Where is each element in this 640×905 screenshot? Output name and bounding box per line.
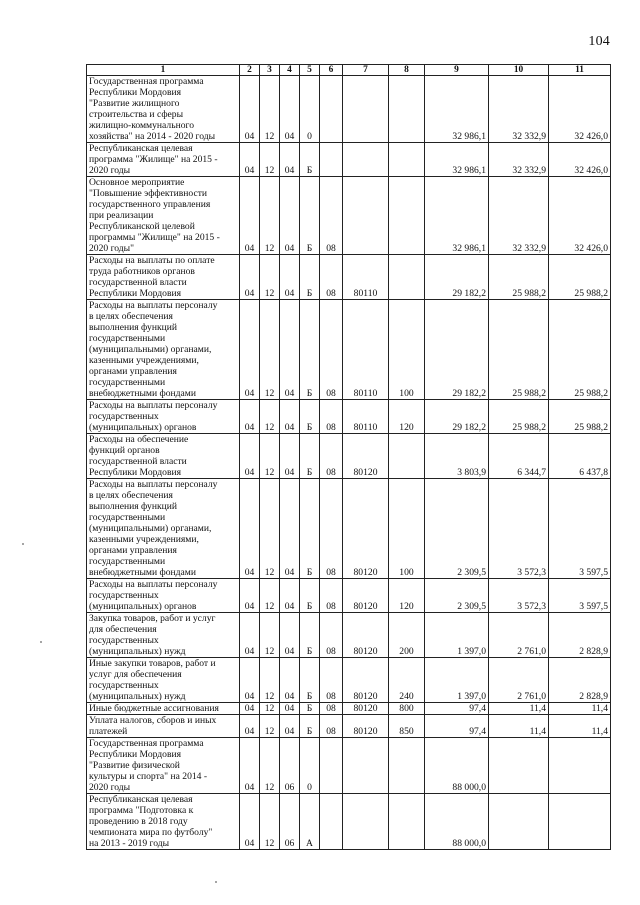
code-cell-c5: 0 bbox=[300, 738, 320, 794]
code-cell-c7: 80120 bbox=[343, 703, 389, 715]
description-line: Расходы на выплаты по оплате bbox=[89, 255, 215, 266]
code-cell-c6: 08 bbox=[320, 434, 343, 479]
code-cell-c6: 08 bbox=[320, 579, 343, 613]
description-line: Уплата налогов, сборов и иных bbox=[89, 715, 217, 726]
code-cell-c5: Б bbox=[300, 143, 320, 177]
description-line: Расходы на выплаты персоналу bbox=[89, 300, 218, 311]
description-line: (муниципальных) нужд bbox=[89, 646, 186, 657]
scan-speck bbox=[215, 881, 217, 883]
row-description bbox=[87, 794, 240, 850]
column-header: 9 bbox=[425, 65, 489, 76]
description-line: государственной власти bbox=[89, 277, 187, 288]
code-cell-c4: 04 bbox=[280, 177, 300, 255]
code-cell-c8 bbox=[389, 76, 425, 143]
amount-cell-c10: 2 761,0 bbox=[489, 613, 549, 658]
amount-cell-c11: 25 988,2 bbox=[549, 255, 611, 300]
description-line: строительства и сферы bbox=[89, 109, 184, 120]
code-cell-c3: 12 bbox=[260, 613, 280, 658]
code-cell-c3: 12 bbox=[260, 434, 280, 479]
code-cell-c4: 04 bbox=[280, 400, 300, 434]
code-cell-c3: 12 bbox=[260, 715, 280, 738]
description-line: (муниципальных) органов bbox=[89, 601, 197, 612]
code-cell-c4: 04 bbox=[280, 579, 300, 613]
description-line: программы "Жилище" на 2015 - bbox=[89, 232, 220, 243]
description-line: государственных bbox=[89, 635, 159, 646]
description-line: государственными bbox=[89, 512, 166, 523]
code-cell-c6: 08 bbox=[320, 177, 343, 255]
code-cell-c3: 12 bbox=[260, 579, 280, 613]
code-cell-c7: 80120 bbox=[343, 479, 389, 579]
description-line: внебюджетными фондами bbox=[89, 567, 196, 578]
code-cell-c3: 12 bbox=[260, 738, 280, 794]
code-cell-c7 bbox=[343, 738, 389, 794]
table-row bbox=[87, 143, 611, 177]
code-cell-c8: 800 bbox=[389, 703, 425, 715]
code-cell-c8: 240 bbox=[389, 658, 425, 703]
code-cell-c6: 08 bbox=[320, 479, 343, 579]
description-line: 2020 годы" bbox=[89, 243, 135, 254]
table-row bbox=[87, 177, 611, 255]
description-line: в целях обеспечения bbox=[89, 490, 173, 501]
row-description bbox=[87, 434, 240, 479]
column-header: 10 bbox=[489, 65, 549, 76]
amount-cell-c11: 32 426,0 bbox=[549, 143, 611, 177]
row-description bbox=[87, 715, 240, 738]
code-cell-c4: 06 bbox=[280, 794, 300, 850]
description-line: Расходы на обеспечение bbox=[89, 434, 189, 445]
code-cell-c4: 04 bbox=[280, 255, 300, 300]
row-description bbox=[87, 400, 240, 434]
code-cell-c4: 04 bbox=[280, 76, 300, 143]
table-row bbox=[87, 703, 611, 715]
row-description bbox=[87, 479, 240, 579]
code-cell-c4: 04 bbox=[280, 143, 300, 177]
table-row bbox=[87, 715, 611, 738]
description-line: государственными bbox=[89, 377, 166, 388]
code-cell-c7: 80120 bbox=[343, 434, 389, 479]
amount-cell-c11: 32 426,0 bbox=[549, 76, 611, 143]
amount-cell-c10: 25 988,2 bbox=[489, 255, 549, 300]
description-line: Иные закупки товаров, работ и bbox=[89, 658, 216, 669]
amount-cell-c11: 11,4 bbox=[549, 703, 611, 715]
row-description bbox=[87, 658, 240, 703]
code-cell-c7 bbox=[343, 794, 389, 850]
description-line: Закупка товаров, работ и услуг bbox=[89, 613, 216, 624]
code-cell-c2: 04 bbox=[240, 300, 260, 400]
column-header: 5 bbox=[300, 65, 320, 76]
amount-cell-c10: 3 572,3 bbox=[489, 579, 549, 613]
code-cell-c6 bbox=[320, 76, 343, 143]
description-line: Республики Мордовия bbox=[89, 87, 182, 98]
code-cell-c3: 12 bbox=[260, 794, 280, 850]
amount-cell-c9: 29 182,2 bbox=[425, 300, 489, 400]
code-cell-c8: 120 bbox=[389, 400, 425, 434]
column-header: 8 bbox=[389, 65, 425, 76]
amount-cell-c9: 29 182,2 bbox=[425, 255, 489, 300]
description-line: Республики Мордовия bbox=[89, 749, 182, 760]
amount-cell-c10: 32 332,9 bbox=[489, 143, 549, 177]
code-cell-c2: 04 bbox=[240, 715, 260, 738]
table-row bbox=[87, 434, 611, 479]
code-cell-c8: 100 bbox=[389, 479, 425, 579]
code-cell-c5: Б bbox=[300, 300, 320, 400]
column-header: 11 bbox=[549, 65, 611, 76]
row-description bbox=[87, 255, 240, 300]
description-line: выполнения функций bbox=[89, 322, 178, 333]
header-row bbox=[87, 65, 611, 76]
amount-cell-c9: 1 397,0 bbox=[425, 658, 489, 703]
code-cell-c3: 12 bbox=[260, 703, 280, 715]
code-cell-c3: 12 bbox=[260, 658, 280, 703]
code-cell-c8: 100 bbox=[389, 300, 425, 400]
description-line: программа "Жилище" на 2015 - bbox=[89, 154, 218, 165]
amount-cell-c9: 32 986,1 bbox=[425, 76, 489, 143]
code-cell-c6 bbox=[320, 794, 343, 850]
description-line: Расходы на выплаты персоналу bbox=[89, 400, 218, 411]
code-cell-c5: А bbox=[300, 794, 320, 850]
description-line: Государственная программа bbox=[89, 738, 204, 749]
table-row bbox=[87, 613, 611, 658]
amount-cell-c9: 2 309,5 bbox=[425, 479, 489, 579]
column-header: 4 bbox=[280, 65, 300, 76]
description-line: для обеспечения bbox=[89, 624, 157, 635]
code-cell-c7: 80110 bbox=[343, 300, 389, 400]
code-cell-c2: 04 bbox=[240, 579, 260, 613]
amount-cell-c9: 97,4 bbox=[425, 703, 489, 715]
row-description bbox=[87, 76, 240, 143]
code-cell-c3: 12 bbox=[260, 143, 280, 177]
code-cell-c8: 120 bbox=[389, 579, 425, 613]
amount-cell-c9: 97,4 bbox=[425, 715, 489, 738]
amount-cell-c9: 32 986,1 bbox=[425, 143, 489, 177]
description-line: (муниципальных) органов bbox=[89, 422, 197, 433]
code-cell-c5: Б bbox=[300, 658, 320, 703]
amount-cell-c9: 29 182,2 bbox=[425, 400, 489, 434]
row-description bbox=[87, 738, 240, 794]
table-row bbox=[87, 300, 611, 400]
description-line: казенными учреждениями, bbox=[89, 355, 199, 366]
amount-cell-c9: 32 986,1 bbox=[425, 177, 489, 255]
code-cell-c7 bbox=[343, 143, 389, 177]
code-cell-c7: 80120 bbox=[343, 658, 389, 703]
row-description bbox=[87, 703, 240, 715]
code-cell-c6: 08 bbox=[320, 300, 343, 400]
amount-cell-c10: 25 988,2 bbox=[489, 300, 549, 400]
code-cell-c8: 200 bbox=[389, 613, 425, 658]
table-row bbox=[87, 579, 611, 613]
code-cell-c3: 12 bbox=[260, 400, 280, 434]
description-line: функций органов bbox=[89, 445, 160, 456]
amount-cell-c10: 32 332,9 bbox=[489, 76, 549, 143]
amount-cell-c10: 2 761,0 bbox=[489, 658, 549, 703]
code-cell-c3: 12 bbox=[260, 300, 280, 400]
code-cell-c5: Б bbox=[300, 479, 320, 579]
description-line: Республиканская целевая bbox=[89, 143, 193, 154]
description-line: "Повышение эффективности bbox=[89, 188, 208, 199]
amount-cell-c11: 25 988,2 bbox=[549, 400, 611, 434]
scan-speck bbox=[22, 543, 24, 545]
amount-cell-c11: 32 426,0 bbox=[549, 177, 611, 255]
code-cell-c6: 08 bbox=[320, 400, 343, 434]
row-description bbox=[87, 613, 240, 658]
table-row bbox=[87, 255, 611, 300]
code-cell-c6: 08 bbox=[320, 613, 343, 658]
code-cell-c3: 12 bbox=[260, 177, 280, 255]
code-cell-c2: 04 bbox=[240, 434, 260, 479]
code-cell-c2: 04 bbox=[240, 400, 260, 434]
code-cell-c6 bbox=[320, 738, 343, 794]
description-line: Расходы на выплаты персоналу bbox=[89, 579, 218, 590]
description-line: Расходы на выплаты персоналу bbox=[89, 479, 218, 490]
code-cell-c3: 12 bbox=[260, 76, 280, 143]
table-row bbox=[87, 738, 611, 794]
amount-cell-c11: 2 828,9 bbox=[549, 658, 611, 703]
table-row bbox=[87, 76, 611, 143]
code-cell-c6: 08 bbox=[320, 658, 343, 703]
code-cell-c2: 04 bbox=[240, 143, 260, 177]
table-row bbox=[87, 479, 611, 579]
description-line: Основное мероприятие bbox=[89, 177, 185, 188]
code-cell-c2: 04 bbox=[240, 703, 260, 715]
row-description bbox=[87, 579, 240, 613]
code-cell-c2: 04 bbox=[240, 177, 260, 255]
row-description bbox=[87, 143, 240, 177]
description-line: Республиканской целевой bbox=[89, 221, 195, 232]
description-line: проведению в 2018 году bbox=[89, 816, 188, 827]
description-line: на 2013 - 2019 годы bbox=[89, 838, 170, 849]
code-cell-c5: Б bbox=[300, 613, 320, 658]
code-cell-c2: 04 bbox=[240, 613, 260, 658]
column-header: 6 bbox=[320, 65, 343, 76]
code-cell-c4: 04 bbox=[280, 658, 300, 703]
description-line: труда работников органов bbox=[89, 266, 195, 277]
amount-cell-c9: 88 000,0 bbox=[425, 794, 489, 850]
code-cell-c2: 04 bbox=[240, 479, 260, 579]
description-line: Государственная программа bbox=[89, 76, 204, 87]
description-line: Республики Мордовия bbox=[89, 288, 182, 299]
code-cell-c8 bbox=[389, 177, 425, 255]
amount-cell-c9: 3 803,9 bbox=[425, 434, 489, 479]
description-line: платежей bbox=[89, 726, 128, 737]
description-line: "Развитие физической bbox=[89, 760, 180, 771]
amount-cell-c11: 11,4 bbox=[549, 715, 611, 738]
amount-cell-c10: 3 572,3 bbox=[489, 479, 549, 579]
description-line: выполнения функций bbox=[89, 501, 178, 512]
description-line: услуг для обеспечения bbox=[89, 669, 182, 680]
description-line: культуры и спорта" на 2014 - bbox=[89, 771, 208, 782]
table-body bbox=[87, 76, 611, 850]
description-line: органами управления bbox=[89, 545, 177, 556]
code-cell-c4: 04 bbox=[280, 434, 300, 479]
code-cell-c4: 04 bbox=[280, 703, 300, 715]
description-line: "Развитие жилищного bbox=[89, 98, 180, 109]
code-cell-c6: 08 bbox=[320, 715, 343, 738]
code-cell-c8 bbox=[389, 143, 425, 177]
code-cell-c5: 0 bbox=[300, 76, 320, 143]
description-line: казенными учреждениями, bbox=[89, 534, 199, 545]
table-row bbox=[87, 658, 611, 703]
scan-speck bbox=[40, 641, 42, 643]
code-cell-c7 bbox=[343, 76, 389, 143]
code-cell-c8 bbox=[389, 738, 425, 794]
code-cell-c6: 08 bbox=[320, 255, 343, 300]
column-header: 7 bbox=[343, 65, 389, 76]
description-line: внебюджетными фондами bbox=[89, 388, 196, 399]
code-cell-c4: 04 bbox=[280, 613, 300, 658]
amount-cell-c10: 32 332,9 bbox=[489, 177, 549, 255]
amount-cell-c10: 6 344,7 bbox=[489, 434, 549, 479]
amount-cell-c11: 25 988,2 bbox=[549, 300, 611, 400]
row-description bbox=[87, 300, 240, 400]
budget-table bbox=[86, 64, 611, 850]
column-header: 3 bbox=[260, 65, 280, 76]
column-header: 1 bbox=[87, 65, 240, 76]
amount-cell-c11: 2 828,9 bbox=[549, 613, 611, 658]
code-cell-c5: Б bbox=[300, 177, 320, 255]
code-cell-c3: 12 bbox=[260, 479, 280, 579]
code-cell-c8 bbox=[389, 434, 425, 479]
row-description bbox=[87, 177, 240, 255]
code-cell-c2: 04 bbox=[240, 738, 260, 794]
description-line: органами управления bbox=[89, 366, 177, 377]
amount-cell-c11: 6 437,8 bbox=[549, 434, 611, 479]
amount-cell-c11: 3 597,5 bbox=[549, 479, 611, 579]
description-line: (муниципальными) органами, bbox=[89, 523, 212, 534]
description-line: Иные бюджетные ассигнования bbox=[89, 703, 219, 714]
code-cell-c7: 80120 bbox=[343, 715, 389, 738]
amount-cell-c9: 1 397,0 bbox=[425, 613, 489, 658]
code-cell-c7 bbox=[343, 177, 389, 255]
description-line: программа "Подготовка к bbox=[89, 805, 194, 816]
amount-cell-c10: 25 988,2 bbox=[489, 400, 549, 434]
code-cell-c2: 04 bbox=[240, 794, 260, 850]
amount-cell-c10: 11,4 bbox=[489, 715, 549, 738]
amount-cell-c9: 2 309,5 bbox=[425, 579, 489, 613]
amount-cell-c11 bbox=[549, 794, 611, 850]
description-line: в целях обеспечения bbox=[89, 311, 173, 322]
code-cell-c5: Б bbox=[300, 255, 320, 300]
code-cell-c4: 04 bbox=[280, 300, 300, 400]
description-line: государственными bbox=[89, 333, 166, 344]
description-line: государственными bbox=[89, 556, 166, 567]
description-line: при реализации bbox=[89, 210, 154, 221]
column-header: 2 bbox=[240, 65, 260, 76]
code-cell-c5: Б bbox=[300, 434, 320, 479]
code-cell-c8: 850 bbox=[389, 715, 425, 738]
description-line: (муниципальными) органами, bbox=[89, 344, 212, 355]
code-cell-c2: 04 bbox=[240, 255, 260, 300]
code-cell-c7: 80110 bbox=[343, 255, 389, 300]
code-cell-c5: Б bbox=[300, 703, 320, 715]
code-cell-c7: 80120 bbox=[343, 613, 389, 658]
code-cell-c6 bbox=[320, 143, 343, 177]
amount-cell-c11 bbox=[549, 738, 611, 794]
description-line: (муниципальных) нужд bbox=[89, 691, 186, 702]
amount-cell-c11: 3 597,5 bbox=[549, 579, 611, 613]
description-line: государственной власти bbox=[89, 456, 187, 467]
code-cell-c2: 04 bbox=[240, 76, 260, 143]
description-line: 2020 годы bbox=[89, 782, 131, 793]
code-cell-c4: 04 bbox=[280, 479, 300, 579]
code-cell-c8 bbox=[389, 255, 425, 300]
code-cell-c5: Б bbox=[300, 579, 320, 613]
code-cell-c7: 80120 bbox=[343, 579, 389, 613]
code-cell-c5: Б bbox=[300, 400, 320, 434]
description-line: хозяйства" на 2014 - 2020 годы bbox=[89, 131, 216, 142]
amount-cell-c9: 88 000,0 bbox=[425, 738, 489, 794]
description-line: государственного управления bbox=[89, 199, 211, 210]
code-cell-c3: 12 bbox=[260, 255, 280, 300]
code-cell-c7: 80110 bbox=[343, 400, 389, 434]
amount-cell-c10 bbox=[489, 738, 549, 794]
page-number: 104 bbox=[588, 34, 610, 49]
code-cell-c8 bbox=[389, 794, 425, 850]
code-cell-c4: 04 bbox=[280, 715, 300, 738]
description-line: Республики Мордовия bbox=[89, 467, 182, 478]
table-row bbox=[87, 400, 611, 434]
description-line: государственных bbox=[89, 680, 159, 691]
code-cell-c5: Б bbox=[300, 715, 320, 738]
code-cell-c2: 04 bbox=[240, 658, 260, 703]
code-cell-c6: 08 bbox=[320, 703, 343, 715]
description-line: чемпионата мира по футболу" bbox=[89, 827, 213, 838]
description-line: Республиканская целевая bbox=[89, 794, 193, 805]
description-line: 2020 годы bbox=[89, 165, 131, 176]
description-line: государственных bbox=[89, 411, 159, 422]
amount-cell-c10: 11,4 bbox=[489, 703, 549, 715]
amount-cell-c10 bbox=[489, 794, 549, 850]
table-row bbox=[87, 794, 611, 850]
description-line: жилищно-коммунального bbox=[89, 120, 194, 131]
code-cell-c4: 06 bbox=[280, 738, 300, 794]
description-line: государственных bbox=[89, 590, 159, 601]
